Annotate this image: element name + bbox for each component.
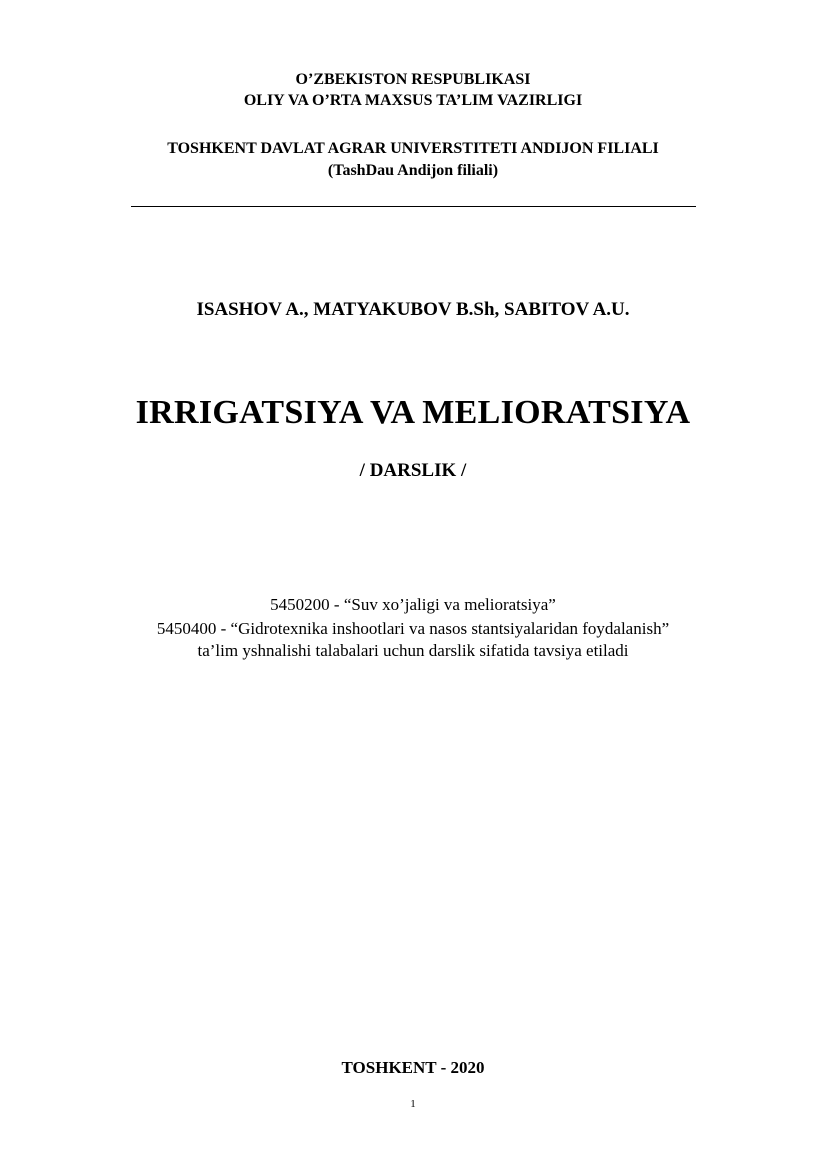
header-divider (131, 206, 696, 207)
authors: ISASHOV A., MATYAKUBOV B.Sh, SABITOV A.U. (196, 299, 630, 320)
specialty-line-1: 5450200 - “Suv xo’jaligi va melioratsiya” (270, 595, 556, 614)
header-university: TOSHKENT DAVLAT AGRAR UNIVERSTITETI ANDIJON FILIALI (167, 140, 659, 157)
header-ministry: OLIY VA O’RTA MAXSUS TA’LIM VAZIRLIGI (243, 92, 583, 109)
header-republic: O’ZBEKISTON RESPUBLIKASI (295, 71, 531, 88)
specialty-line-2: 5450400 - “Gidrotexnika inshootlari va nasos stantsiyalaridan foydalanish” (156, 619, 670, 638)
place-year: TOSHKENT - 2020 (341, 1058, 485, 1077)
page-number: 1 (410, 1098, 416, 1110)
document-title: IRRIGATSIYA VA MELIORATSIYA (135, 394, 691, 431)
document-subtitle: / DARSLIK / (359, 460, 467, 481)
header-university-short: (TashDau Andijon filiali) (327, 162, 499, 179)
specialty-recommendation: ta’lim yshnalishi talabalari uchun darslik sifatida tavsiya etiladi (197, 641, 629, 660)
